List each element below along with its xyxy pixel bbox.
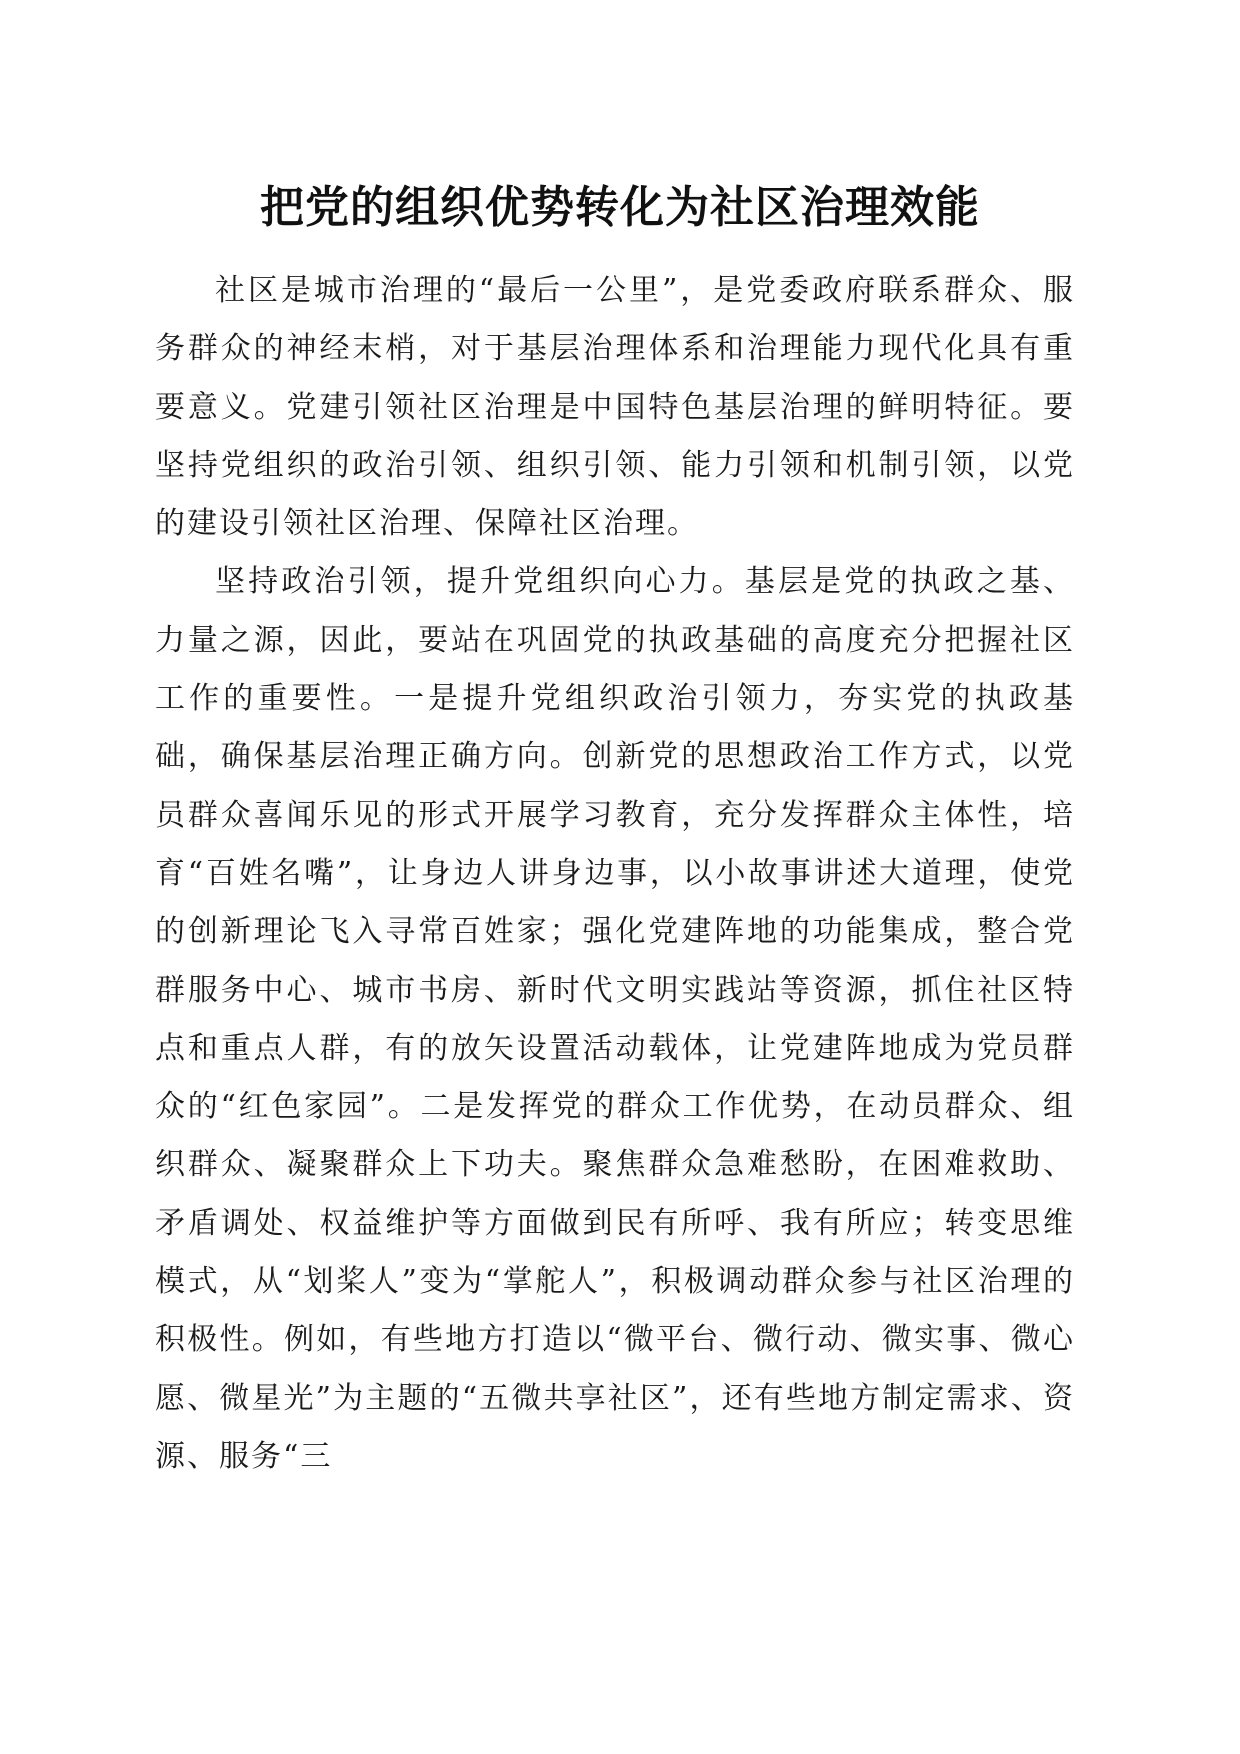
- document-title: 把党的组织优势转化为社区治理效能: [260, 182, 980, 233]
- paragraph-intro: 社区是城市治理的“最后一公里”，是党委政府联系群众、服务群众的神经末梢，对于基层治理体系和治理能力现代化具有重要意义。党建引领社区治理是中国特色基层治理的鲜明特征。要坚持党组织的政治引领、组织引领、能力引领和机制引领，以党的建设引领社区治理、保障社区治理。: [155, 273, 1075, 542]
- document-body: [155, 262, 1075, 1486]
- paragraph-political-leadership: 坚持政治引领，提升党组织向心力。基层是党的执政之基、力量之源，因此，要站在巩固党的执政基础的高度充分把握社区工作的重要性。一是提升党组织政治引领力，夯实党的执政基础，确保基层治理正确方向。创新党的思想政治工作方式，以党员群众喜闻乐见的形式开展学习教育，充分发挥群众主体性，培育“百姓名嘴”，让身边人讲身边事，以小故事讲述大道理，使党的创新理论飞入寻常百姓家；强化党建阵地的功能集成，整合党群服务中心、城市书房、新时代文明实践站等资源，抓住社区特点和重点人群，有的放矢设置活动载体，让党建阵地成为党员群众的“红色家园”。二是发挥党的群众工作优势，在动员群众、组织群众、凝聚群众上下功夫。聚焦群众急难愁盼，在困难救助、矛盾调处、权益维护等方面做到民有所呼、我有所应；转变思维模式，从“划桨人”变为“掌舵人”，积极调动群众参与社区治理的积极性。例如，有些地方打造以“微平台、微行动、微实事、微心愿、微星光”为主题的“五微共享社区”，还有些地方制定需求、资源、服务“三: [155, 564, 1075, 1474]
